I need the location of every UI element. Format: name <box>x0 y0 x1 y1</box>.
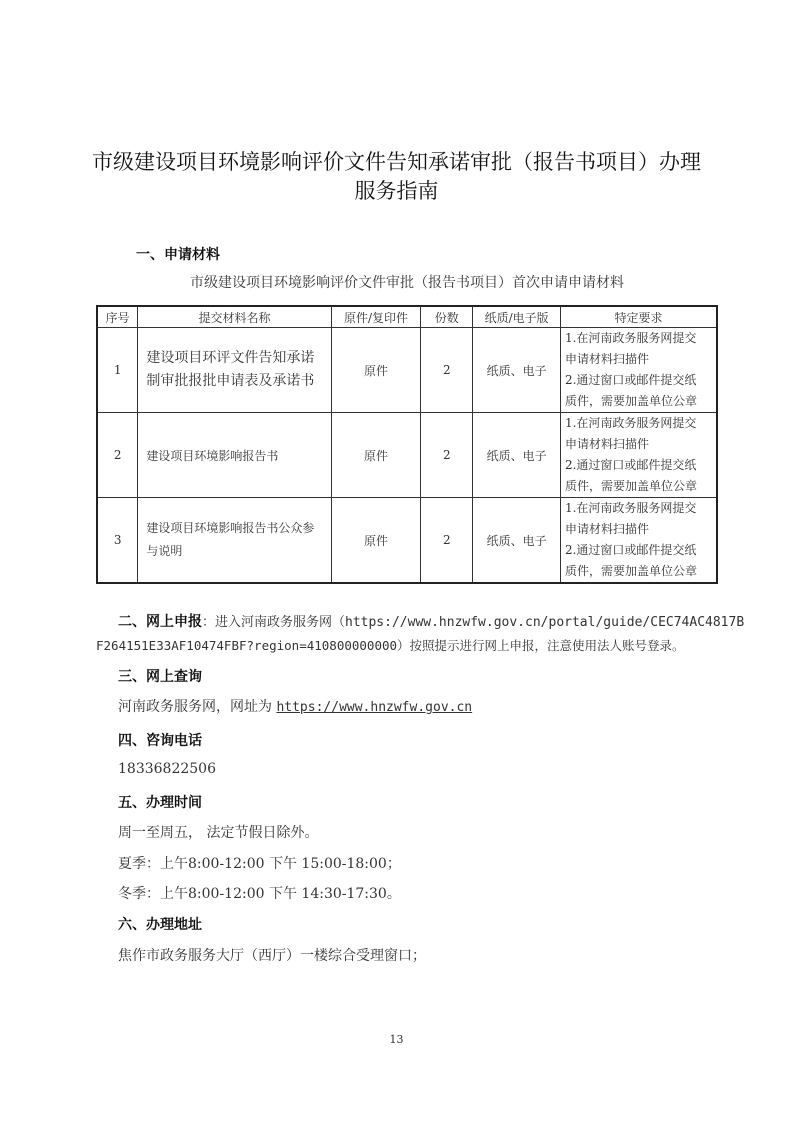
req-line: 申请材料扫描件 <box>564 352 649 366</box>
cell-format: 纸质、电子 <box>473 328 561 413</box>
cell-no: 3 <box>97 498 138 584</box>
cell-no: 2 <box>97 413 138 498</box>
cell-type: 原件 <box>331 413 421 498</box>
req-line: 质件，需要加盖单位公章 <box>564 564 697 578</box>
hours-winter: 冬季：上午8:00-12:00 下午 14:30-17:30。 <box>118 886 401 902</box>
online-apply-paragraph <box>96 611 745 658</box>
req-line: 2.通过窗口或邮件提交纸 <box>564 543 697 557</box>
title-line-2: 服务指南 <box>354 179 439 203</box>
cell-requirements <box>560 413 717 498</box>
req-line: 1.在河南政务服务网提交 <box>564 416 697 430</box>
online-apply-text-a: ：进入河南政务服务网（https://www.hnzwfw.gov.cn/portal/guide/CEC74AC4817B <box>202 615 745 630</box>
req-line: 质件，需要加盖单位公章 <box>564 394 697 408</box>
cell-name <box>138 498 331 584</box>
header-type: 原件/复印件 <box>331 306 421 328</box>
table-row <box>97 328 717 413</box>
page-title <box>60 148 733 206</box>
req-line: 1.在河南政务服务网提交 <box>564 331 697 345</box>
cell-name-line: 建设项目环评文件告知承诺 <box>146 350 315 366</box>
phone-number: 18336822506 <box>118 761 216 777</box>
cell-type: 原件 <box>331 328 421 413</box>
header-requirements: 特定要求 <box>560 306 717 328</box>
cell-name: 建设项目环境影响报告书 <box>138 413 331 498</box>
page-number: 13 <box>389 1033 404 1046</box>
section-heading-address: 六、办理地址 <box>118 917 202 933</box>
req-line: 申请材料扫描件 <box>564 437 649 451</box>
req-line: 质件，需要加盖单位公章 <box>564 479 697 493</box>
table-row <box>97 498 717 584</box>
online-apply-text-b: F264151E33AF10474FBF?region=410800000000）按照提示进行网上申报，注意使用法人账号登录。 <box>96 638 685 653</box>
section-heading-online-query: 三、网上查询 <box>118 669 202 685</box>
cell-name-line: 与说明 <box>146 544 183 558</box>
cell-name <box>138 328 331 413</box>
address-text: 焦作市政务服务大厅（西厅）一楼综合受理窗口； <box>118 948 426 964</box>
header-name: 提交材料名称 <box>138 306 331 328</box>
cell-count: 2 <box>421 498 473 584</box>
req-line: 2.通过窗口或邮件提交纸 <box>564 458 697 472</box>
req-line: 申请材料扫描件 <box>564 522 649 536</box>
header-count: 份数 <box>421 306 473 328</box>
section-heading-phone: 四、咨询电话 <box>118 733 202 749</box>
cell-requirements <box>560 328 717 413</box>
cell-format: 纸质、电子 <box>473 413 561 498</box>
online-apply-line-2 <box>96 634 726 658</box>
section-heading-online-apply: 二、网上申报 <box>118 614 202 630</box>
cell-requirements <box>560 498 717 584</box>
online-query-label: 河南政务服务网，网址为 <box>118 699 277 715</box>
cell-type: 原件 <box>331 498 421 584</box>
header-no: 序号 <box>97 306 138 328</box>
online-query-text <box>118 696 472 716</box>
table-header-row <box>97 306 717 328</box>
cell-no: 1 <box>97 328 138 413</box>
online-apply-line-1 <box>96 611 745 634</box>
cell-format: 纸质、电子 <box>473 498 561 584</box>
cell-name-line: 建设项目环境影响报告书公众参 <box>146 521 315 535</box>
cell-count: 2 <box>421 413 473 498</box>
req-line: 1.在河南政务服务网提交 <box>564 501 697 515</box>
cell-count: 2 <box>421 328 473 413</box>
cell-name-line: 制审批报批申请表及承诺书 <box>146 373 315 389</box>
portal-link[interactable]: https://www.hnzwfw.gov.cn <box>276 700 473 715</box>
title-line-1: 市级建设项目环境影响评价文件告知承诺审批（报告书项目）办理 <box>92 150 701 174</box>
table-row <box>97 413 717 498</box>
table-caption: 市级建设项目环境影响评价文件审批（报告书项目）首次申请申请材料 <box>190 275 624 291</box>
header-format: 纸质/电子版 <box>473 306 561 328</box>
section-heading-hours: 五、办理时间 <box>118 795 202 811</box>
hours-line-1: 周一至周五， 法定节假日除外。 <box>118 825 319 841</box>
section-heading-materials: 一、申请材料 <box>136 247 220 263</box>
materials-table <box>96 305 718 584</box>
req-line: 2.通过窗口或邮件提交纸 <box>564 373 697 387</box>
hours-summer: 夏季：上午8:00-12:00 下午 15:00-18:00； <box>118 856 401 872</box>
